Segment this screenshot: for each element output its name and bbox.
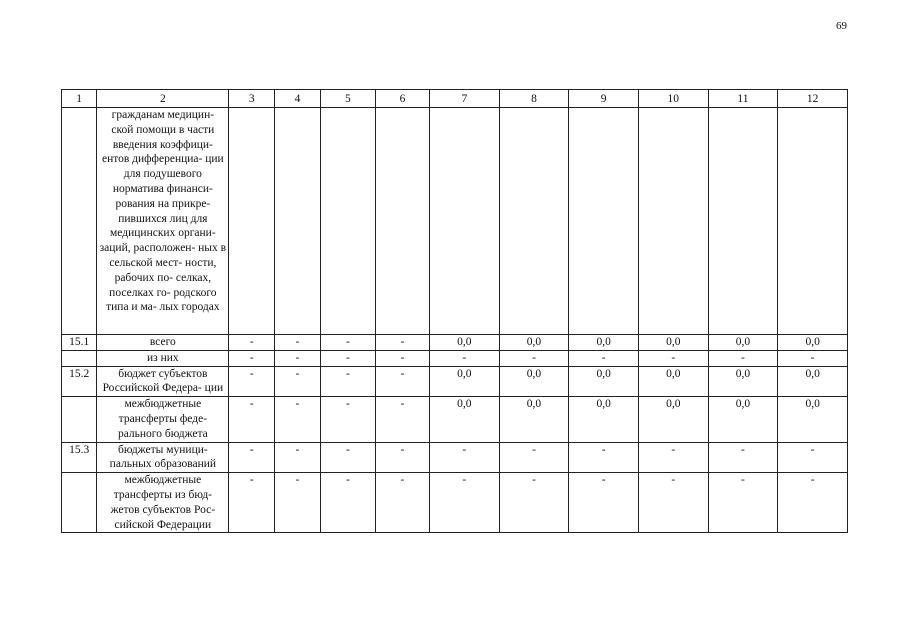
value-cell: 0,0 [638,397,708,442]
value-cell [375,108,429,335]
row-description-cell: бюджеты муници- пальных образований [97,442,229,473]
value-cell: - [229,366,275,397]
column-header: 3 [229,90,275,108]
value-cell: - [275,366,321,397]
table-row [62,366,848,397]
row-description-cell: бюджет субъектов Российской Федера- ции [97,366,229,397]
value-cell: - [320,350,375,366]
value-cell: 0,0 [499,366,569,397]
value-cell: - [375,473,429,533]
row-number-cell [62,350,97,366]
value-cell: - [499,350,569,366]
value-cell: - [275,350,321,366]
column-header: 9 [569,90,639,108]
value-cell: - [708,350,778,366]
value-cell: - [499,442,569,473]
value-cell: 0,0 [778,397,848,442]
value-cell: - [499,473,569,533]
value-cell: 0,0 [430,366,500,397]
column-header: 2 [97,90,229,108]
row-description-cell: межбюджетные трансферты из бюд- жетов субъектов Рос- сийской Федерации [97,473,229,533]
column-header: 12 [778,90,848,108]
value-cell: - [375,366,429,397]
value-cell: - [375,442,429,473]
row-number-cell [62,473,97,533]
value-cell [430,108,500,335]
value-cell [275,108,321,335]
row-number-cell [62,108,97,335]
value-cell [229,108,275,335]
column-header: 11 [708,90,778,108]
value-cell: 0,0 [569,366,639,397]
value-cell [499,108,569,335]
value-cell: - [229,335,275,351]
value-cell: - [320,366,375,397]
column-header: 1 [62,90,97,108]
row-number-cell: 15.2 [62,366,97,397]
column-header: 4 [275,90,321,108]
value-cell: 0,0 [430,335,500,351]
value-cell: - [708,442,778,473]
value-cell: 0,0 [708,397,778,442]
table-row [62,108,848,335]
row-description-cell: межбюджетные трансферты феде- рального бюджета [97,397,229,442]
value-cell [638,108,708,335]
column-header: 7 [430,90,500,108]
value-cell: - [708,473,778,533]
value-cell: - [375,350,429,366]
value-cell: - [569,442,639,473]
value-cell: - [229,473,275,533]
value-cell: 0,0 [499,397,569,442]
row-number-cell [62,397,97,442]
table-row [62,335,848,351]
value-cell: - [778,442,848,473]
value-cell: - [375,397,429,442]
value-cell: - [569,350,639,366]
value-cell [708,108,778,335]
value-cell: - [275,397,321,442]
value-cell: - [320,442,375,473]
column-header: 10 [638,90,708,108]
value-cell [569,108,639,335]
value-cell: - [275,442,321,473]
row-number-cell: 15.1 [62,335,97,351]
value-cell: - [320,397,375,442]
row-description-cell: из них [97,350,229,366]
value-cell: 0,0 [569,397,639,442]
value-cell: - [320,335,375,351]
value-cell: 0,0 [638,366,708,397]
value-cell: - [638,350,708,366]
column-header: 6 [375,90,429,108]
value-cell: 0,0 [778,335,848,351]
value-cell: - [430,442,500,473]
value-cell: 0,0 [430,397,500,442]
value-cell: 0,0 [708,366,778,397]
value-cell: - [275,335,321,351]
row-number-cell: 15.3 [62,442,97,473]
column-header: 8 [499,90,569,108]
value-cell [778,108,848,335]
value-cell: - [778,350,848,366]
value-cell [320,108,375,335]
data-table [61,89,848,533]
value-cell: - [569,473,639,533]
value-cell: 0,0 [638,335,708,351]
value-cell: - [638,442,708,473]
row-description-cell: гражданам медицин- ской помощи в части введения коэффици- ентов дифференциа- ции для подушевого норматива финанси- рования на прикре- пившихся лиц для медицинских органи- заций, расположен- ных в сельской мест- ности, рабочих по- селках, поселках го- родского типа и ма- лых городах [97,108,229,335]
value-cell: - [229,350,275,366]
value-cell: - [778,473,848,533]
value-cell: - [430,350,500,366]
table-header-row [62,90,848,108]
value-cell: - [638,473,708,533]
column-header: 5 [320,90,375,108]
value-cell: 0,0 [499,335,569,351]
value-cell: 0,0 [569,335,639,351]
table-row [62,397,848,442]
value-cell: 0,0 [708,335,778,351]
table-row [62,473,848,533]
value-cell: - [229,397,275,442]
table-row [62,350,848,366]
value-cell: - [275,473,321,533]
value-cell: - [430,473,500,533]
value-cell: 0,0 [778,366,848,397]
table-row [62,442,848,473]
row-description-cell: всего [97,335,229,351]
value-cell: - [320,473,375,533]
value-cell: - [375,335,429,351]
value-cell: - [229,442,275,473]
page-number: 69 [836,20,847,32]
